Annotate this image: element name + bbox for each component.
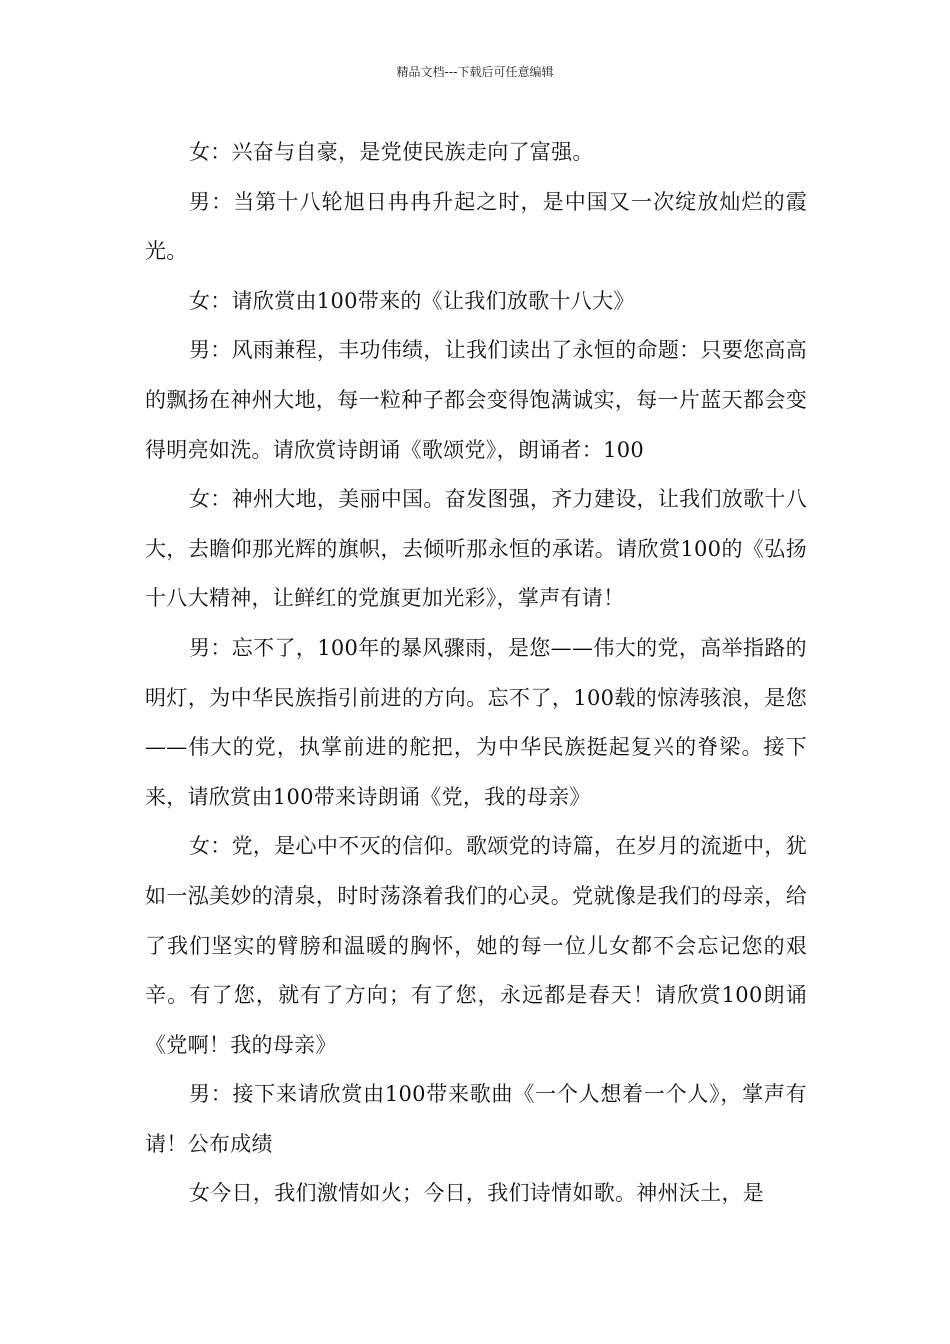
paragraph-4: 男：风雨兼程，丰功伟绩，让我们读出了永恒的命题：只要您高高的飘扬在神州大地，每一粒种子都会变得饱满诚实，每一片蓝天都会变得明亮如洗。请欣赏诗朗诵《歌颂党》，朗诵者：100 — [145, 338, 807, 462]
paragraph-7: 女：党，是心中不灭的信仰。歌颂党的诗篇，在岁月的流逝中，犹如一泓美妙的清泉，时时荡涤着我们的心灵。党就像是我们的母亲，给了我们坚实的臂膀和温暖的胸怀，她的每一位儿女都不会忘记您的艰辛。有了您，就有了方向；有了您，永远都是春天！请欣赏100朗诵《党啊！我的母亲》 — [145, 834, 807, 1057]
paragraph-1: 女：兴奋与自豪，是党使民族走向了富强。 — [189, 140, 594, 164]
paragraph-6: 男：忘不了，100年的暴风骤雨，是您——伟大的党，高举指路的明灯，为中华民族指引前进的方向。忘不了，100载的惊涛骇浪，是您——伟大的党，执掌前进的舵把，为中华民族挺起复兴的脊梁。接下来，请欣赏由100带来诗朗诵《党，我的母亲》 — [145, 635, 807, 809]
paragraph-2: 男：当第十八轮旭日冉冉升起之时，是中国又一次绽放灿烂的霞光。 — [145, 189, 807, 264]
paragraph-5: 女：神州大地，美丽中国。奋发图强，齐力建设，让我们放歌十八大，去瞻仰那光辉的旗帜，去倾听那永恒的承诺。请欣赏100的《弘扬十八大精神，让鲜红的党旗更加光彩》，掌声有请！ — [145, 487, 807, 611]
paragraph-8: 男：接下来请欣赏由100带来歌曲《一个人想着一个人》，掌声有请！公布成绩 — [145, 1082, 807, 1156]
document-body — [145, 128, 807, 1219]
paragraph-3: 女：请欣赏由100带来的《让我们放歌十八大》 — [189, 288, 635, 313]
page-header: 精品文档---下载后可任意编辑 — [396, 65, 554, 79]
paragraph-9: 女今日，我们激情如火；今日，我们诗情如歌。神州沃土，是 — [189, 1181, 765, 1206]
